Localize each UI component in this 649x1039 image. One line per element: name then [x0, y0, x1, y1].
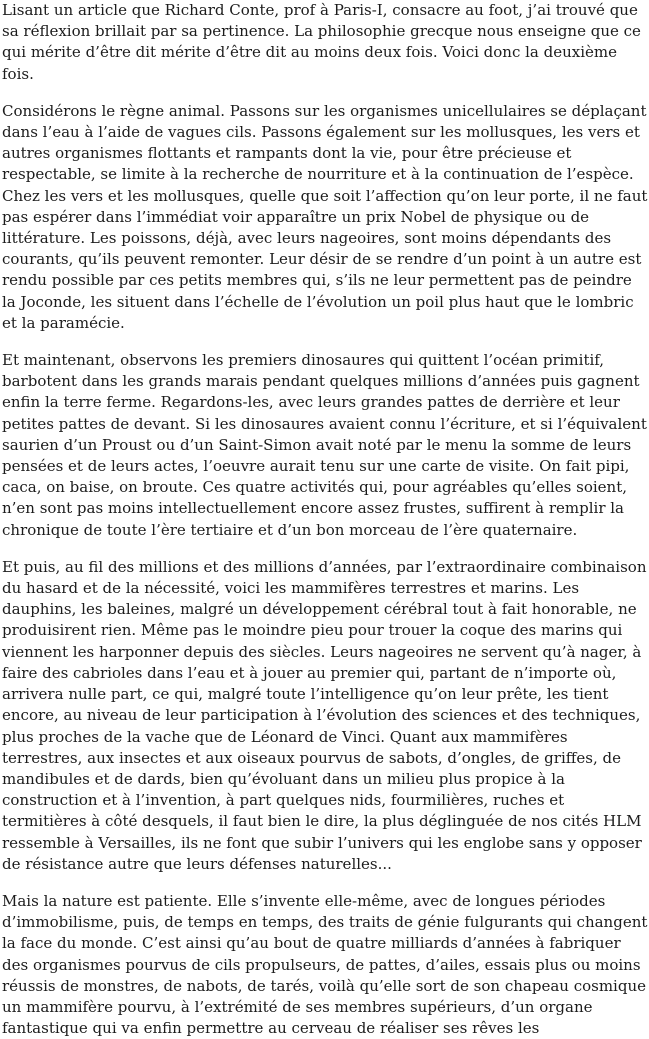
paragraph-dinosaures: Et maintenant, observons les premiers dinosaures qui quittent l’océan primitif, barbotent dans les grands marais pendant quelques millions d’années puis gagnent enfin la terre ferme. Regardons-les, avec leurs grandes pattes de derrière et leur petites pattes de devant. Si les dinosaures avaient connu l’écriture, et si l’équivalent saurien d’un Proust ou d’un Saint-Simon avait noté par le menu la somme de leurs pensées et de leurs actes, l’oeuvre aurait tenu sur une carte de visite. On fait pipi, caca, on baise, on broute. Ces quatre activités qui, pour agréables qu’elles soient, n’en sont pas moins intellectuellement encore assez frustes, suffirent à remplir la chronique de toute l’ère tertiaire et d’un bon morceau de l’ère quaternaire.: [2, 351, 647, 539]
paragraph-mammiferes: Et puis, au fil des millions et des millions d’années, par l’extraordinaire combinaison du hasard et de la nécessité, voici les mammifères terrestres et marins. Les dauphins, les baleines, malgré un développement cérébral tout à fait honorable, ne produisirent rien. Même pas le moindre pieu pour trouer la coque des marins qui viennent les harponner depuis des siècles. Leurs nageoires ne servent qu’à nager, à faire des cabrioles dans l’eau et à jouer au premier qui, partant de n’importe où, arrivera nulle part, ce qui, malgré toute l’intelligence qu’on leur prête, les tient encore, au niveau de leur participation à l’évolution des sciences et des techniques, plus proches de la vache que de Léonard de Vinci. Quant aux mammifères terrestres, aux insectes et aux oiseaux pourvus de sabots, d’ongles, de griffes, de mandibules et de dards, bien qu’évoluant dans un milieu plus propice à la construction et à l’invention, à part quelques nids, fourmilières, ruches et termitières à côté desquels, il faut bien le dire, la plus déglinguée de nos cités HLM ressemble à Versailles, ils ne font que subir l’univers qui les englobe sans y opposer de résistance autre que leurs défenses naturelles...: [2, 557, 647, 873]
paragraph-regne-animal: Considérons le règne animal. Passons sur les organismes unicellulaires se déplaçant dans l’eau à l’aide de vagues cils. Passons également sur les mollusques, les vers et autres organismes flottants et rampants dont la vie, pour être précieuse et respectable, se limite à la recherche de nourriture et à la continuation de l’espèce. Chez les vers et les mollusques, quelle que soit l’affection qu’on leur porte, il ne faut pas espérer dans l’immédiat voir apparaître un prix Nobel de physique ou de littérature. Les poissons, déjà, avec leurs nageoires, sont moins dépendants des courants, qu’ils peuvent remonter. Leur désir de se rendre d’un point à un autre est rendu possible par ces petits membres qui, s’ils ne leur permettent pas de peindre la Joconde, les situent dans l’échelle de l’évolution un poil plus haut que le lombric et la paramécie.: [2, 101, 648, 332]
paragraph-nature-patiente: Mais la nature est patiente. Elle s’invente elle-même, avec de longues périodes d’immobilisme, puis, de temps en temps, des traits de génie fulgurants qui changent la face du monde. C’est ainsi qu’au bout de quatre milliards d’années à fabriquer des organismes pourvus de cils propulseurs, de pattes, d’ailes, essais plus ou moins réussis de monstres, de nabots, de tarés, voilà qu’elle sort de son chapeau cosmique un mammifère pourvu, à l’extrémité de ses membres supérieurs, d’un organe fantastique qui va enfin permettre au cerveau de réaliser ses rêves les: [2, 891, 648, 1038]
paragraph-intro: Lisant un article que Richard Conte, prof à Paris-I, consacre au foot, j’ai trouvé que sa réflexion brillait par sa pertinence. La philosophie grecque nous enseigne que ce qui mérite d’être dit mérite d’être dit au moins deux fois. Voici donc la deuxième fois.: [2, 1, 641, 83]
